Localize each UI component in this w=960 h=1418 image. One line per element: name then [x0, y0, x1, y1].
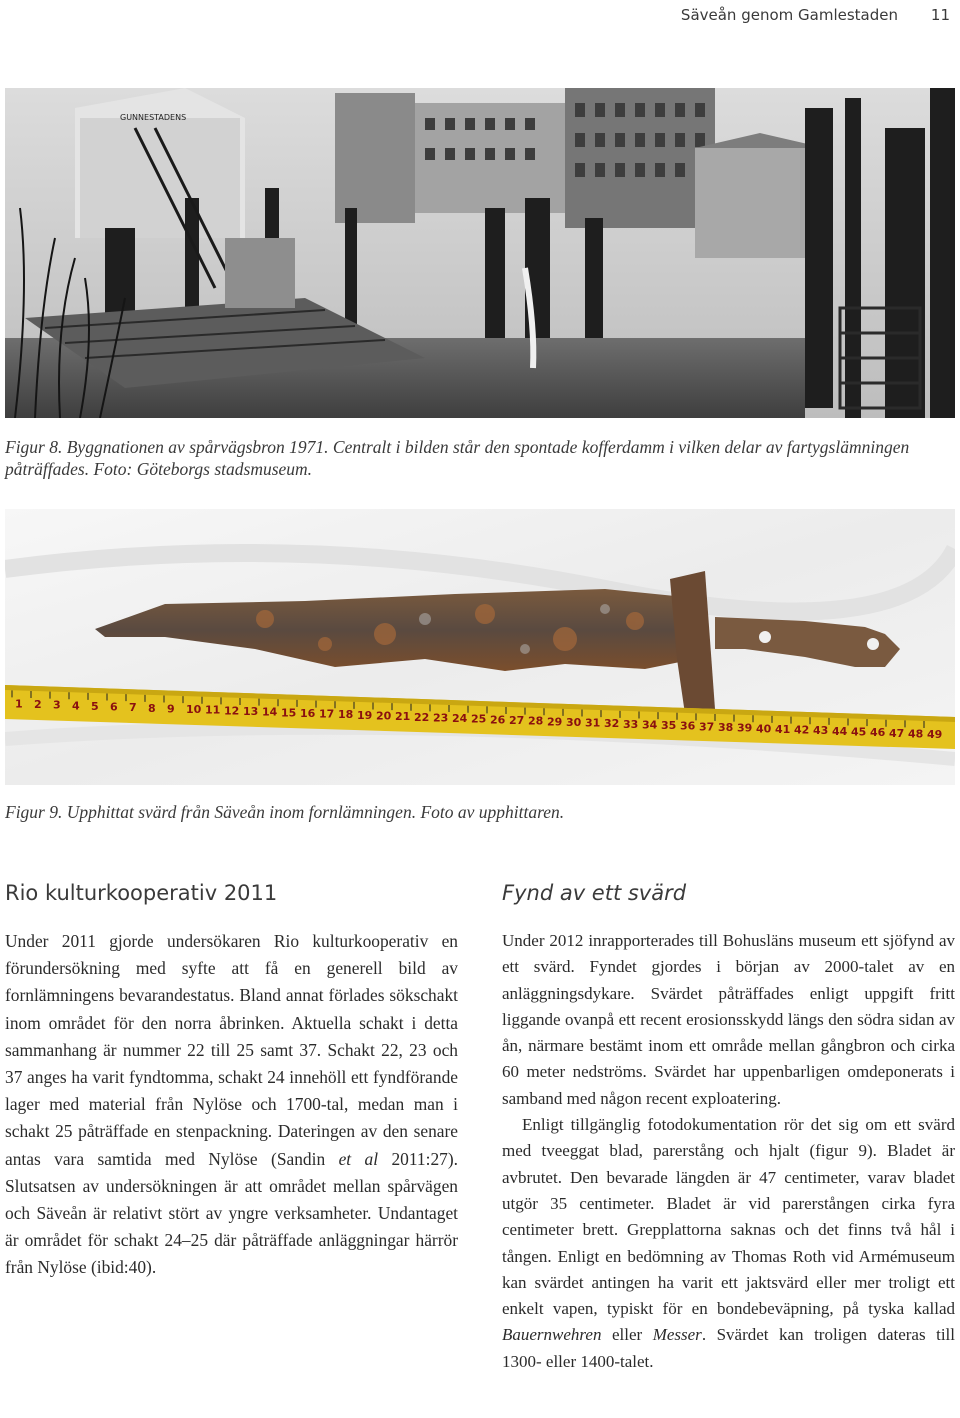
figure-8-photo — [5, 88, 955, 418]
running-title: Säveån genom Gamlestaden — [680, 6, 898, 24]
tape-number: 3 — [53, 698, 61, 712]
figure-8-caption: Figur 8. Byggnationen av spårvägsbron 1971. Centralt i bilden står den spontade kofferdamm i vilken delar av fartygslämningen påträffades. Foto: Göteborgs stadsmuseum. — [5, 437, 910, 479]
tape-number: 23 — [433, 711, 449, 725]
tape-number: 26 — [490, 713, 506, 727]
paragraph-text: . Svärdet kan troligen dateras till 1300- eller 1400-talet. — [502, 1325, 955, 1371]
tape-number: 14 — [262, 705, 278, 719]
tape-number: 34 — [642, 718, 658, 732]
tape-number: 17 — [319, 707, 335, 721]
paragraph-text: Under 2011 gjorde undersökaren Rio kulturkooperativ en förundersökning med syfte att få en generell bild av fornlämningens bevarandestatus. Bland annat förlades sökschakt inom området för den norra åbrinken. Aktuella schakt i detta sammanhang är nummer 22 till 25 samt 37. Schakt 22, 23 och 37 anges ha varit fyndtomma, schakt 24 innehöll ett fyndförande lager med material från Nylöse och 1700-tal, medan man i schakt 25 påträffade en stenpackning. Dateringen av den senare antas vara samtida med Nylöse (Sandin — [5, 931, 458, 1169]
tape-number: 31 — [585, 716, 601, 730]
tape-number: 33 — [623, 717, 639, 731]
paragraph-text: eller — [601, 1325, 653, 1345]
figure-9-photo — [5, 509, 955, 785]
tape-number: 4 — [72, 699, 80, 713]
running-header — [0, 6, 960, 30]
tape-number: 18 — [338, 708, 354, 722]
right-column — [502, 878, 955, 1375]
tape-number: 47 — [889, 726, 905, 740]
left-column — [5, 878, 458, 1282]
tape-number: 48 — [908, 727, 924, 741]
tape-number: 10 — [186, 703, 202, 717]
tape-number: 39 — [737, 721, 753, 735]
section-heading-rio: Rio kulturkooperativ 2011 — [5, 881, 278, 905]
tape-number: 5 — [91, 699, 99, 713]
figure-9-caption: Figur 9. Upphittat svärd från Säveån inom fornlämningen. Foto av upphittaren. — [5, 802, 565, 822]
tape-number: 42 — [794, 723, 810, 737]
tape-number: 49 — [927, 728, 943, 742]
tape-number: 32 — [604, 717, 620, 731]
section-heading-sword: Fynd av ett svärd — [502, 881, 687, 905]
tape-number: 21 — [395, 710, 411, 724]
tape-number: 11 — [205, 703, 221, 717]
right-column-paragraph-2 — [502, 1112, 955, 1375]
tape-number: 38 — [718, 721, 734, 735]
left-column-paragraph — [5, 928, 458, 1282]
tape-number: 1 — [15, 697, 23, 711]
tape-number: 29 — [547, 715, 563, 729]
tape-number: 8 — [148, 701, 156, 715]
tape-number: 24 — [452, 712, 468, 726]
tape-number: 7 — [129, 701, 137, 715]
tape-number: 37 — [699, 720, 715, 734]
tape-number: 15 — [281, 706, 297, 720]
tape-number: 28 — [528, 714, 544, 728]
tape-number: 2 — [34, 697, 42, 711]
tape-number: 41 — [775, 722, 791, 736]
shed-sign: GUNNESTADENS — [120, 113, 187, 122]
tape-number: 16 — [300, 706, 316, 720]
tape-number: 27 — [509, 713, 525, 727]
tape-number: 19 — [357, 708, 373, 722]
paragraph-text: 2011:27). Slutsatsen av undersökningen är att området mellan spårvägen och Säveån är relativt stört av yngre verksamheter. Undantaget är området för schakt 24–25 där påträffade anläggningar härrör från Nylöse (ibid:40). — [5, 1148, 458, 1278]
tape-number: 13 — [243, 705, 259, 719]
tape-number: 9 — [167, 702, 175, 716]
tape-number: 20 — [376, 709, 392, 723]
paragraph-italic: Bauernwehren — [502, 1325, 602, 1345]
tape-number: 12 — [224, 704, 240, 718]
tape-number: 30 — [566, 715, 582, 729]
tape-number: 44 — [832, 724, 848, 738]
paragraph-text: Enligt tillgänglig fotodokumentation rör det sig om ett svärd med tveeggat blad, parerstång och hjalt (figur 9). Bladet är avbrutet. Den bevarade längden är 47 centimeter, varav bladet utgör 35 centimeter. Bladet är vid parerstången cirka fyra centimeter brett. Grepplattorna saknas och det finns två hål i tången. Enligt en bedömning av Thomas Roth vid Armémuseum kan svärdet antingen ha varit ett jaktsvärd eller mer troligt ett enkelt vapen, typiskt för en bondebeväpning, på tyska kallad — [502, 1115, 955, 1319]
paragraph-italic: et al — [338, 1148, 379, 1169]
construction-site-illustration — [5, 88, 955, 418]
tape-number: 25 — [471, 712, 487, 726]
tape-number: 46 — [870, 726, 886, 740]
tape-number: 43 — [813, 724, 829, 738]
tape-number: 36 — [680, 719, 696, 733]
page-number: 11 — [930, 6, 950, 24]
tape-number: 40 — [756, 722, 772, 736]
sword-photo-illustration — [5, 509, 955, 785]
tape-number: 22 — [414, 710, 430, 724]
tape-number: 35 — [661, 719, 677, 733]
paragraph-italic: Messer — [652, 1325, 702, 1345]
tape-number: 45 — [851, 725, 867, 739]
right-column-paragraph-1: Under 2012 inrapporterades till Bohusläns museum ett sjöfynd av ett svärd. Fyndet gjordes i början av 2000-talet av en anläggningsdykare. Svärdet påträffades enligt uppgift fritt liggande ovanpå ett recent erosionsskydd längs den södra sidan av ån, närmare bestämt inom ett område mellan gångbron och cirka 60 meter nedströms. Svärdet har uppenbarligen omdeponerats i samband med någon recent exploatering. — [502, 931, 955, 1108]
tape-number: 6 — [110, 700, 118, 714]
